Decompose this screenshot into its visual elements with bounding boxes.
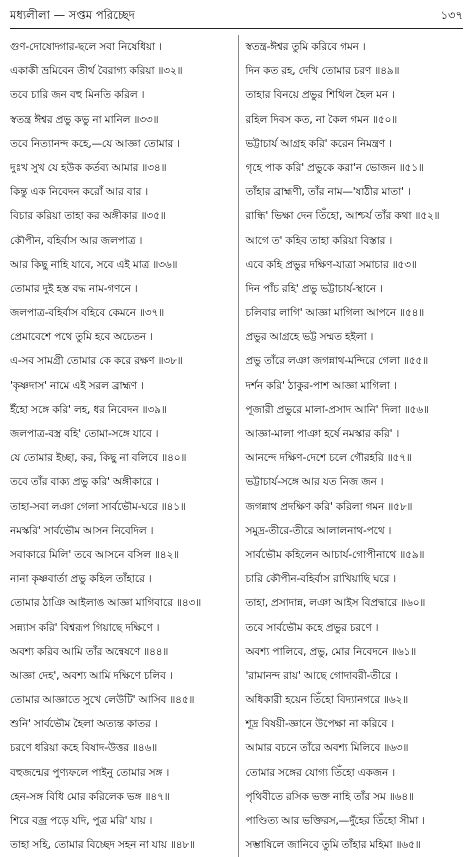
verse-line: 'কৃষ্ণদাস' নামে এই সরল ব্রাহ্মণ । xyxy=(10,379,144,392)
verse-line: তাহা, প্রসাদান্ন, লঞা আইস বিপ্রদ্বারে ॥৬০॥ xyxy=(245,597,426,610)
verse-line: রান্ধি' ভিক্ষা দেন তিঁহো, আশ্চর্য তাঁর কথা ॥৫২॥ xyxy=(245,210,440,223)
verse-line: এবে কহি প্রভুর দক্ষিণ-যাত্রা সমাচার ॥৫৩॥ xyxy=(245,258,417,271)
verse-line: এ-সব সামগ্রী তোমার কে করে রক্ষণ ॥৩৮॥ xyxy=(10,355,183,368)
verse-line: তাহা সহি, তোমার বিচ্ছেদ সহন না যায় ॥৪৮॥ xyxy=(10,839,195,852)
verse-line: গুণ-দোষোদ্গার-ছলে সবা নিষেধিয়া । xyxy=(10,41,162,53)
verse-line: পৃথিবীতে রসিক ভক্ত নাহি তাঁর সম ॥৬৪॥ xyxy=(245,790,414,803)
verse-line: কিন্তু এক নিবেদন করোঁ আর বার । xyxy=(10,186,148,199)
verse-line: আগে ত' কহিব তাহা করিয়া বিস্তার । xyxy=(245,234,393,247)
verse-line: দিন পাঁচ রহি' প্রভু ভট্টাচার্য-স্থানে । xyxy=(245,282,383,295)
verse-line: পূজারী প্রভুরে মালা-প্রসাদ আনি' দিলা ॥৫৬॥ xyxy=(245,403,429,416)
verse-line: তোমার সঙ্গের যোগ্য তিঁহো একজন । xyxy=(245,766,395,779)
verse-line: তাহা-সবা লঞা গেলা সার্বভৌম-ঘরে ॥৪১॥ xyxy=(10,500,186,513)
verse-line: ইঁহো সঙ্গে করি' লহ, ধর নিবেদন ॥৩৯॥ xyxy=(10,403,167,416)
verse-line: দুঃখ সুখ যে হউক কর্তব্য আমার ॥৩৪॥ xyxy=(10,161,167,174)
verse-line: তোমার আজ্ঞাতে সুখে লেউটি' আসিব ॥৪৫॥ xyxy=(10,694,195,707)
verse-line: জগন্নাথ প্রদক্ষিণ করি' করিলা গমন ॥৫৮॥ xyxy=(245,500,413,513)
verse-line: শিরে বজ্র পড়ে যদি, পুত্র মরি' যায় । xyxy=(10,815,153,827)
verse-line: সন্ন্যাস করি' বিশ্বরূপ গিয়াছে দক্ষিণে । xyxy=(10,621,160,634)
verse-line: আমার বচনে তাঁরে অবশ্য মিলিবে ॥৬৩॥ xyxy=(245,742,409,755)
verse-line: হেন-সঙ্গ বিধি মোর করিলেক ভঙ্গ ॥৪৭॥ xyxy=(10,790,170,803)
verse-line: জলপাত্র-বহির্বাস বহিবে কেমনে ॥৩৭॥ xyxy=(10,307,164,320)
verse-line: শুনি' সার্বভৌম হৈলা অত্যন্ত কাতর । xyxy=(10,718,158,731)
verse-line: স্বতন্ত্র-ঈশ্বর তুমি করিবে গমন । xyxy=(245,41,366,53)
verse-line: সমুদ্র-তীরে-তীরে আলালনাথ-পথে । xyxy=(245,524,392,537)
page-header xyxy=(10,6,463,29)
verse-line: 'রামানন্দ রায়' আছে গোদাবরী-তীরে । xyxy=(245,669,398,682)
verse-line: তবে নিত্যানন্দ কহে,—যে আজ্ঞা তোমার । xyxy=(10,137,180,150)
verse-line: নমস্করি' সার্বভৌম আসন নিবেদিল । xyxy=(10,524,154,537)
verse-line: আর কিছু নাহি যাবে, সবে এই মাত্র ॥৩৬॥ xyxy=(10,258,178,271)
page-number: ১৩৭ xyxy=(440,8,463,22)
verse-line: একাকী ভ্রমিবেন তীর্থ বৈরাগ্য করিয়া ॥৩২॥ xyxy=(10,65,183,78)
verse-line: বিচার করিয়া তাহা কর অঙ্গীকার ॥৩৫॥ xyxy=(10,210,166,223)
verse-line: চরণে ধরিয়া কহে বিষাদ-উত্তর ॥৪৬॥ xyxy=(10,742,158,755)
verse-line: প্রেমাবেশে পথে তুমি হবে অচেতন । xyxy=(10,331,153,344)
verse-line: আনন্দে দক্ষিণ-দেশে চলে গৌরহরি ॥৫৭॥ xyxy=(245,452,412,465)
verse-line: অবশ্য করিব আমি তাঁর অন্বেষণে ॥৪৪॥ xyxy=(10,645,169,658)
verse-line: ভট্টাচার্য আগ্রহ করি' করেন নিমন্ত্রণ । xyxy=(245,137,392,150)
verse-line: তবে চারি জন বহু মিনতি করিল । xyxy=(10,89,145,102)
verse-line: আজ্ঞা-মালা পাঞা হর্ষে নমস্কার করি' । xyxy=(245,428,400,440)
verse-line: তাঁহার ব্রাহ্মণী, তাঁর নাম—'ষাঠীর মাতা' । xyxy=(245,186,411,199)
verse-line: তোমার ঠাঞি আইলাঙ আজ্ঞা মাগিবারে ॥৪৩॥ xyxy=(10,597,201,610)
verse-line: ভট্টাচার্য-সঙ্গে আর যত নিজ জন । xyxy=(245,476,384,489)
verse-line: গৃহে পাক করি' প্রভুকে করা'ন ভোজন ॥৫১॥ xyxy=(245,161,424,174)
verse-line: জলপাত্র-বস্ত্র বহি' তোমা-সঙ্গে যাবে । xyxy=(10,428,159,440)
verse-line: নানা কৃষ্ণবার্তা প্রভু কহিল তাঁহারে । xyxy=(10,573,152,586)
verse-line: চারি কৌপীন-বহির্বাস রাখিয়াছি ঘরে । xyxy=(245,573,397,586)
verse-line: প্রভুর আগ্রহে ভট্ট সম্মত হইলা । xyxy=(245,331,374,344)
verse-line: রহিল দিবস কত, না কৈল গমন ॥৫০॥ xyxy=(245,113,398,126)
verse-line: দিন কত রহ, দেখি তোমার চরণ ॥৪৯॥ xyxy=(245,65,400,78)
verse-line: পাণ্ডিত্য আর ভক্তিরস,—দুঁহের তিঁহো সীমা । xyxy=(245,815,425,827)
verse-line: আজ্ঞা দেহ', অবশ্য আমি দক্ষিণে চলিব । xyxy=(10,669,173,682)
verse-line: যে তোমার ইচ্ছা, কর, কিছু না বলিবে ॥৪০॥ xyxy=(10,452,187,465)
left-column xyxy=(10,35,232,857)
verse-line: কৌপীন, বহির্বাস আর জলপাত্র । xyxy=(10,234,143,247)
running-title: মধ্যলীলা — সপ্তম পরিচ্ছেদ xyxy=(10,8,135,22)
verse-line: প্রভু তাঁরে লঞা জগন্নাথ-মন্দিরে গেলা ॥৫৫॥ xyxy=(245,355,429,368)
verse-line: স্বতন্ত্র ঈশ্বর প্রভু কভু না মানিল ॥৩৩॥ xyxy=(10,113,159,126)
verse-line: শূদ্র বিষয়ী-জ্ঞানে উপেক্ষা না করিবে । xyxy=(245,718,395,731)
verse-line: তাহার বিনয়ে প্রভুর শিথিল হৈল মন । xyxy=(245,89,395,102)
verse-columns xyxy=(10,35,463,857)
verse-line: অধিকারী হয়েন তিঁহো বিদ্যানগরে ॥৬২॥ xyxy=(245,694,409,707)
verse-line: তবে তাঁর বাক্য প্রভু করি' অঙ্গীকারে । xyxy=(10,476,159,489)
verse-line: তোমার দুই হস্ত বদ্ধ নাম-গণনে । xyxy=(10,282,138,295)
verse-line: অবশ্য পালিবে, প্রভু, মোর নিবেদনে ॥৬১॥ xyxy=(245,645,417,658)
verse-line: সবাকারে মিলি' তবে আসনে বসিল ॥৪২॥ xyxy=(10,548,179,561)
verse-line: সম্ভাষিলে জানিবে তুমি তাঁহার মহিমা ॥৬৫॥ xyxy=(245,839,421,852)
right-column xyxy=(238,35,463,857)
verse-line: সার্বভৌম কহিলেন আচার্য-গোপীনাথে ॥৫৯॥ xyxy=(245,548,425,561)
verse-line: চলিবার লাগি' আজ্ঞা মাগিলা আপনে ॥৫৪॥ xyxy=(245,307,425,320)
verse-line: তবে সার্বভৌম কহে প্রভুর চরণে । xyxy=(245,621,379,634)
verse-line: দর্শন করি' ঠাকুর-পাশ আজ্ঞা মাগিলা । xyxy=(245,379,397,392)
verse-line: বহুজন্মের পুণ্যফলে পাইনু তোমার সঙ্গ । xyxy=(10,766,170,779)
